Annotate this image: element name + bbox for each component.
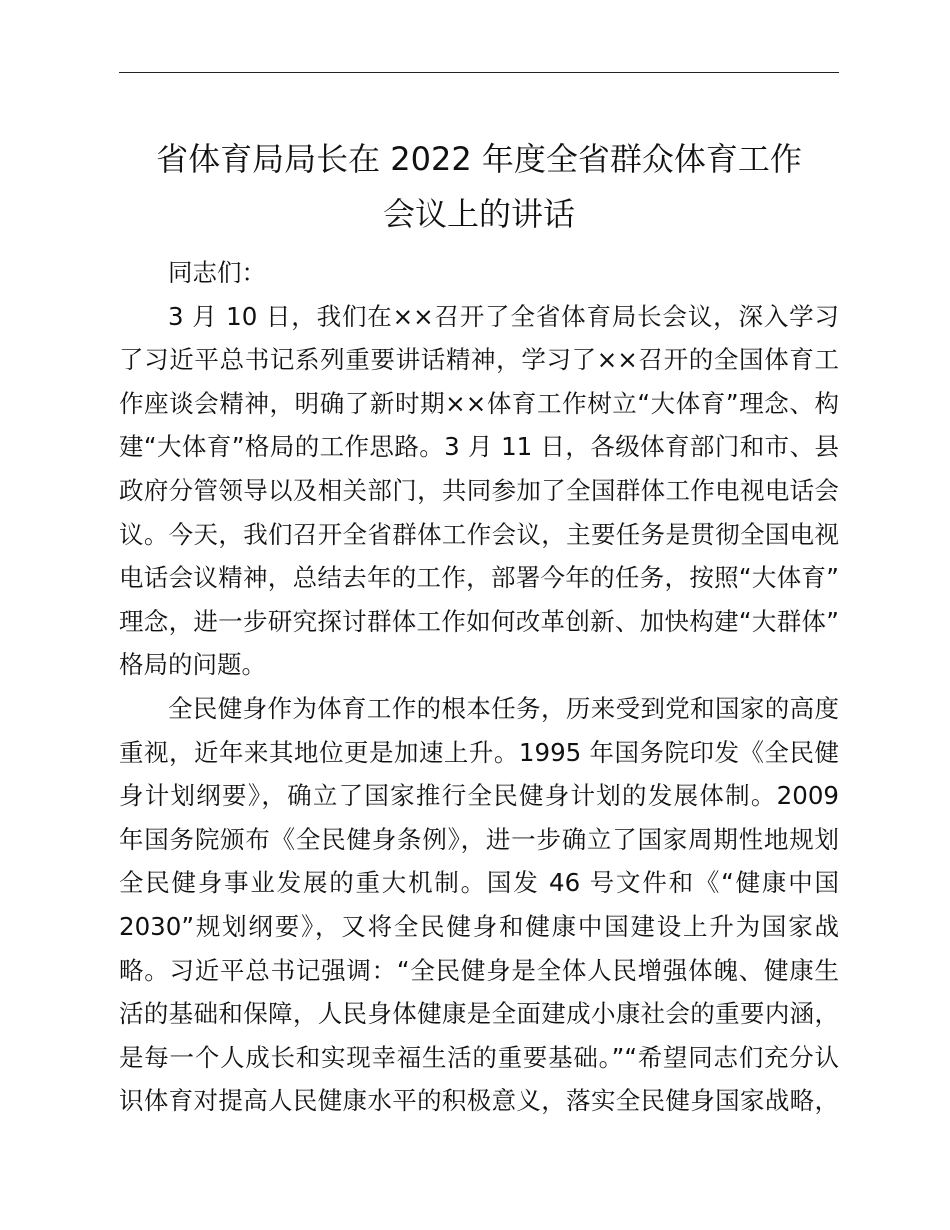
paragraph-line: 识体育对提高人民健康水平的积极意义，落实全民健身国家战略， <box>119 1086 839 1116</box>
paragraph-line: 了习近平总书记系列重要讲话精神，学习了××召开的全国体育工 <box>119 345 839 375</box>
header-rule <box>119 72 839 73</box>
paragraph-line: 作座谈会精神，明确了新时期××体育工作树立“大体育”理念、构 <box>119 388 839 418</box>
title-line: 省体育局局长在 2022 年度全省群众体育工作 <box>156 140 802 178</box>
document-body <box>119 251 839 1123</box>
paragraph-line: 全民健身事业发展的重大机制。国发 46 号文件和《“健康中国 <box>119 868 839 898</box>
paragraph-2 <box>119 687 839 1123</box>
salutation-text: 同志们： <box>168 258 266 287</box>
document-title <box>119 132 839 242</box>
paragraph-line: 略。习近平总书记强调：“全民健身是全体人民增强体魄、健康生 <box>119 955 839 985</box>
paragraph-line: 建“大体育”格局的工作思路。3 月 11 日，各级体育部门和市、县 <box>119 432 839 462</box>
salutation <box>119 251 839 295</box>
paragraph-line: 政府分管领导以及相关部门，共同参加了全国群体工作电视电话会 <box>119 475 839 505</box>
paragraph-line: 2030”规划纲要》，又将全民健身和健康中国建设上升为国家战 <box>119 911 839 941</box>
paragraph-line: 议。今天，我们召开全省群体工作会议，主要任务是贯彻全国电视 <box>119 519 839 549</box>
paragraph-line: 全民健身作为体育工作的根本任务，历来受到党和国家的高度 <box>168 693 839 723</box>
paragraph-line: 活的基础和保障，人民身体健康是全面建成小康社会的重要内涵， <box>119 999 839 1029</box>
paragraph-line: 理念，进一步研究探讨群体工作如何改革创新、加快构建“大群体” <box>119 606 839 636</box>
paragraph-1 <box>119 295 839 687</box>
paragraph-line: 身计划纲要》，确立了国家推行全民健身计划的发展体制。2009 <box>119 781 839 811</box>
paragraph-line: 重视，近年来其地位更是加速上升。1995 年国务院印发《全民健 <box>119 737 839 767</box>
paragraph-line: 3 月 10 日，我们在××召开了全省体育局长会议，深入学习 <box>168 301 839 331</box>
paragraph-line: 格局的问题。 <box>119 650 266 680</box>
paragraph-line: 年国务院颁布《全民健身条例》，进一步确立了国家周期性地规划 <box>119 824 839 854</box>
paragraph-line: 是每一个人成长和实现幸福生活的重要基础。”“希望同志们充分认 <box>119 1042 839 1072</box>
paragraph-line: 电话会议精神，总结去年的工作，部署今年的任务，按照“大体育” <box>119 563 839 593</box>
title-line: 会议上的讲话 <box>382 195 575 233</box>
